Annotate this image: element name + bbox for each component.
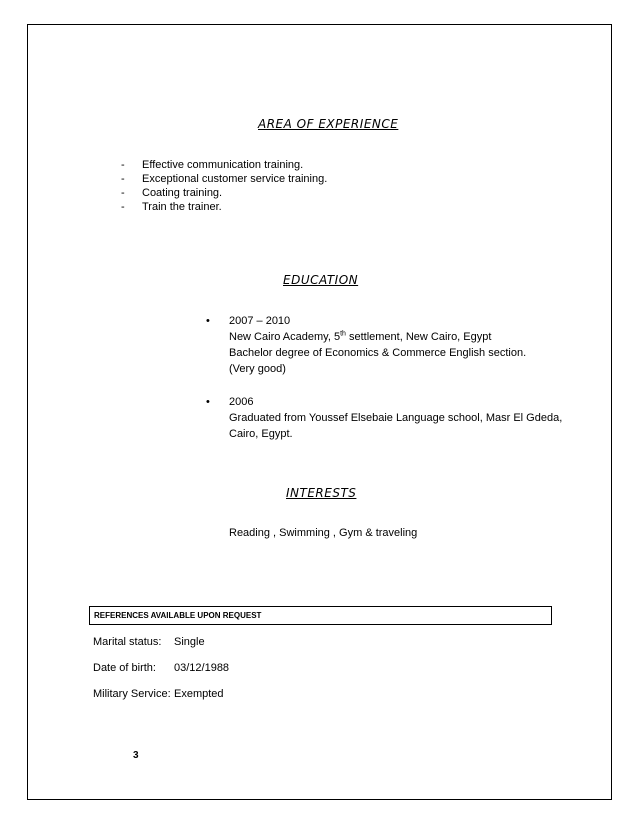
education-heading: EDUCATION: [283, 273, 359, 287]
bullet: •: [206, 396, 210, 408]
bullet: •: [206, 315, 210, 327]
marital-status-value: Single: [174, 636, 205, 648]
education-degree: Bachelor degree of Economics & Commerce English section.: [229, 347, 527, 359]
military-service-row: [93, 688, 224, 700]
marital-status-row: [93, 636, 205, 648]
education-grade: (Very good): [229, 363, 286, 375]
education-school: Graduated from Youssef Elsebaie Language school, Masr El Gdeda,: [229, 412, 563, 424]
references-box: REFERENCES AVAILABLE UPON REQUEST: [89, 606, 552, 625]
education-entry: [206, 313, 526, 377]
interests-heading: INTERESTS: [286, 486, 357, 500]
education-location: Cairo, Egypt.: [229, 428, 293, 440]
marital-status-label: Marital status:: [93, 636, 162, 648]
education-entry: [206, 394, 562, 442]
education-school: New Cairo Academy, 5th settlement, New Cairo, Egypt: [229, 330, 492, 343]
date-of-birth-value: 03/12/1988: [174, 662, 230, 674]
military-service-value: Exempted: [174, 688, 224, 700]
list-item: - Effective communication training.: [121, 159, 304, 171]
page-number: 3: [133, 750, 139, 761]
experience-heading: AREA OF EXPERIENCE: [258, 117, 399, 131]
interests-text: Reading , Swimming , Gym & traveling: [229, 527, 418, 539]
date-of-birth-row: [93, 662, 230, 674]
date-of-birth-label: Date of birth:: [93, 662, 156, 674]
military-service-label: Military Service:: [93, 688, 171, 700]
list-item: - Train the trainer.: [121, 201, 222, 213]
experience-list: [121, 158, 327, 214]
list-item: - Coating training.: [121, 187, 223, 199]
education-years: 2007 – 2010: [229, 315, 291, 327]
list-item: - Exceptional customer service training.: [121, 173, 328, 185]
education-years: 2006: [229, 396, 254, 408]
